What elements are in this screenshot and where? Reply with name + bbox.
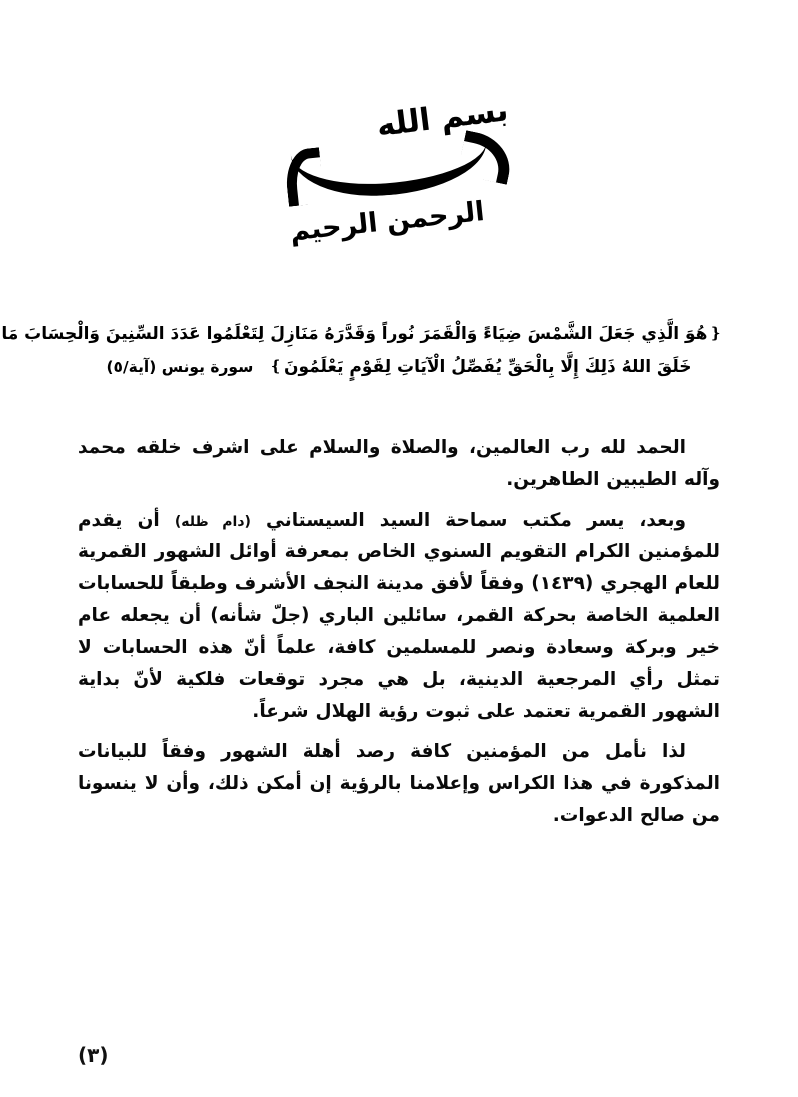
page-number: (٣) (78, 1043, 109, 1067)
body-text (78, 432, 720, 841)
paragraph-request: لذا نأمل من المؤمنين كافة رصد أهلة الشهور وفقاً للبيانات المذكورة في هذا الكراس وإعلامنا بالرؤية إن أمكن ذلك، وأن لا ينسونا من صالح الدعوات. (78, 741, 720, 826)
basmala-line-top: بسم الله (374, 91, 511, 144)
basmala-line-bottom: الرحمن الرحيم (288, 195, 486, 247)
quran-verse-block (1, 318, 724, 384)
verse-close-ornament-icon: ❵ (269, 357, 282, 376)
verse-reference: سورة يونس (آية/٥) (106, 358, 254, 377)
verse-text-2: خَلَقَ اللهُ ذَلِكَ إِلَّا بِالْحَقِّ يُفَصِّلُ الْآيَاتِ لِقَوْمٍ يَعْلَمُونَ (283, 357, 692, 378)
basmala-calligraphy (284, 91, 514, 247)
basmala-header (0, 88, 798, 247)
verse-open-ornament-icon: ❴ (709, 324, 722, 342)
basmala-hook-stroke (283, 147, 325, 206)
paragraph-intro-part2: أن يقدم للمؤمنين الكرام التقويم السنوي الخاص بمعرفة أوائل الشهور القمرية للعام الهجري (١٤٣٩) وفقاً لأفق مدينة النجف الأشرف وطبقاً للحسابات العلمية الخاصة بحركة القمر، سائلين الباري (جلّ شأنه) أن يجعله عام خير وبركة وسعادة ونصر للمسلمين كافة، علماً أنّ هذه الحسابات لا تمثل رأي المرجعية الدينية، بل هي مجرد توقعات فلكية لأنّ بداية الشهور القمرية تعتمد على ثبوت رؤية الهلال شرعاً. (78, 509, 720, 722)
verse-text-1: هُوَ الَّذِي جَعَلَ الشَّمْسَ ضِيَاءً وَالْقَمَرَ نُوراً وَقَدَّرَهُ مَنَازِلَ لِتَعْلَمُوا عَدَدَ السِّنِينَ وَالْحِسَابَ مَا (1, 324, 708, 344)
paragraph-praise: الحمد لله رب العالمين، والصلاة والسلام على اشرف خلقه محمد وآله الطيبين الطاهرين. (78, 437, 720, 490)
verse-line-2 (74, 351, 724, 384)
paragraph-introduction (78, 505, 720, 728)
basmala-sweep-tail (457, 130, 516, 185)
paragraph-intro-part1: وبعد، يسر مكتب سماحة السيد السيستاني (250, 509, 686, 531)
honorific-note: (دام ظله) (174, 513, 251, 530)
verse-line-1 (1, 318, 724, 351)
